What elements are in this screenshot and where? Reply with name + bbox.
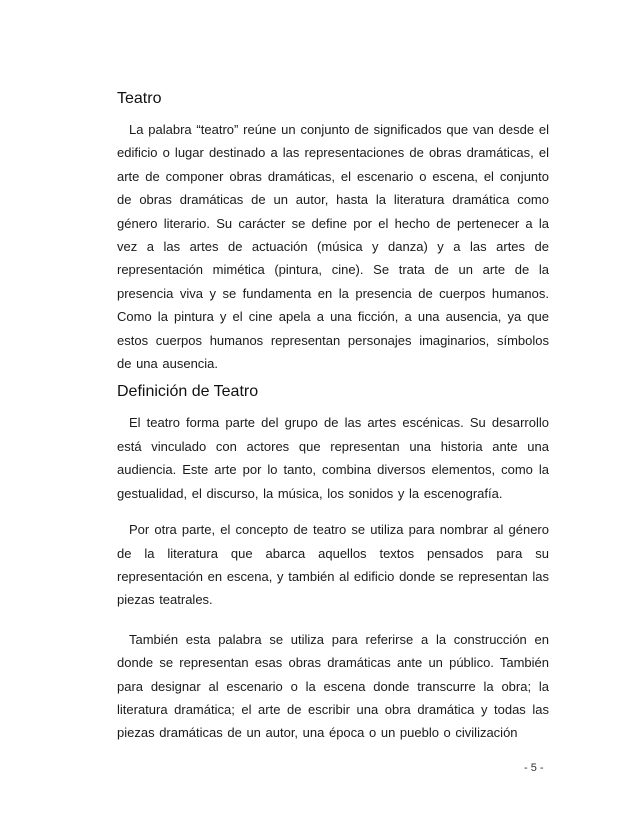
paragraph-construccion: También esta palabra se utiliza para referirse a la construcción en donde se representan esas obras dramáticas ante un público. También para designar al escenario o la escena donde transcurre la obra; la literatura dramática; el arte de escribir una obra dramática y todas las piezas dramáticas de un autor, una época o un pueblo o civilización [117,631,549,741]
page-content [117,88,549,745]
section-heading-teatro: Teatro [117,90,162,107]
paragraph-definicion: El teatro forma parte del grupo de las artes escénicas. Su desarrollo está vinculado con actores que representan una historia ante una audiencia. Este arte por lo tanto, combina diversos elementos, como la gestualidad, el discurso, la música, los sonidos y la escenografía. [117,415,549,501]
section-heading-definicion: Definición de Teatro [117,383,259,401]
page-number: - 5 - [524,762,544,774]
paragraph-genero-literario: Por otra parte, el concepto de teatro se utiliza para nombrar al género de la literatura que abarca aquellos textos pensados para su representación en escena, y también al edificio donde se representan las piezas teatrales. [117,522,549,608]
paragraph-teatro-intro: La palabra “teatro” reúne un conjunto de significados que van desde el edificio o lugar destinado a las representaciones de obras dramáticas, el arte de componer obras dramáticas, el escenario o escena, el conjunto de obras dramáticas de un autor, hasta la literatura dramática como género literario. Su carácter se define por el hecho de pertenecer a la vez a las artes de actuación (música y danza) y a las artes de representación mimética (pintura, cine). Se trata de un arte de la presencia viva y se fundamenta en la presencia de cuerpos humanos. Como la pintura y el cine apela a una ficción, a una ausencia, ya que estos cuerpos humanos representan personajes imaginarios, símbolos de una ausencia. [117,122,549,372]
